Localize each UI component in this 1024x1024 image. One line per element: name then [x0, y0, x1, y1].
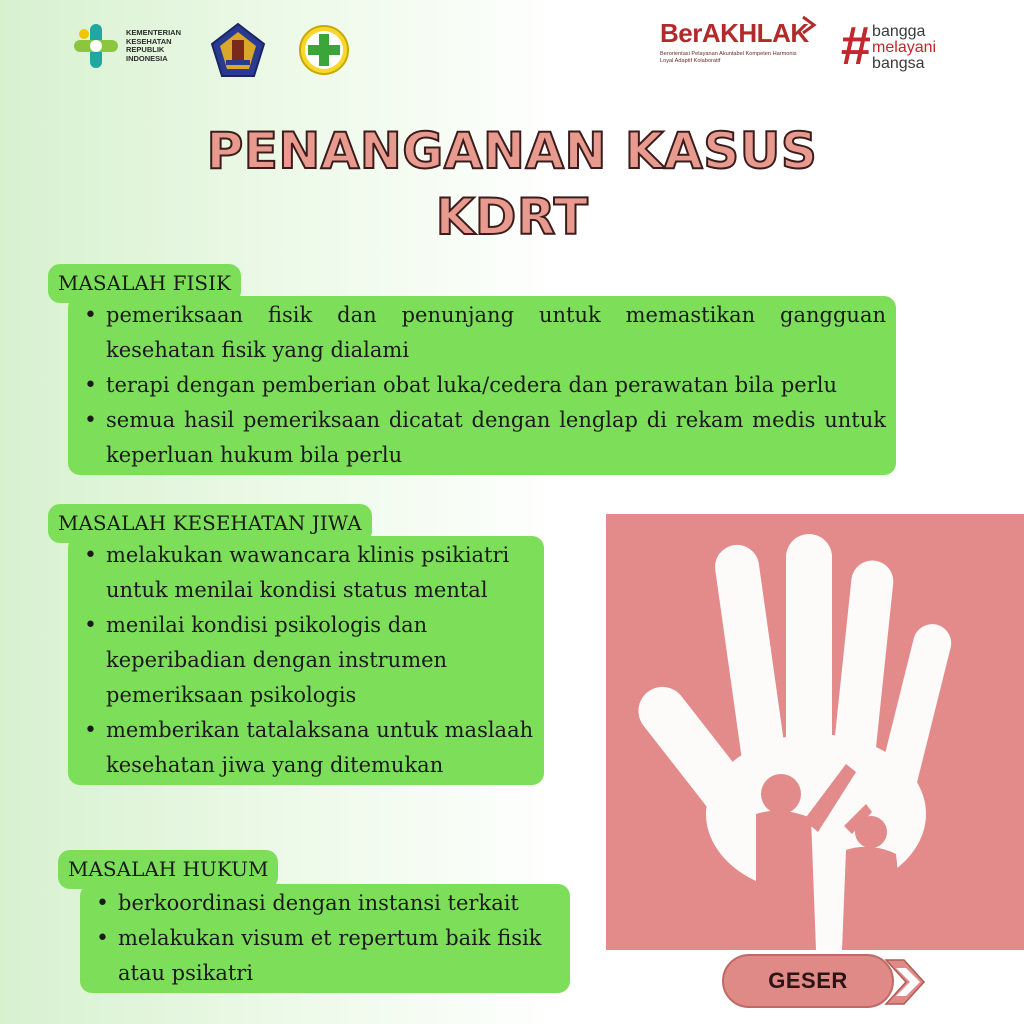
kemenkes-emblem-icon — [72, 22, 120, 70]
kemenkes-line-3: REPUBLIK — [126, 45, 165, 54]
section-list-jiwa — [68, 536, 544, 785]
section-heading-jiwa: MASALAH KESEHATAN JIWA — [48, 504, 372, 543]
bangga-word-1: bangga — [872, 23, 926, 40]
list-item: • berkoordinasi dengan instansi terkait — [90, 886, 560, 921]
section-list-fisik — [68, 296, 896, 475]
raised-hand-icon — [606, 514, 1024, 950]
kemenkes-line-2: KESEHATAN — [126, 36, 172, 46]
list-item: • semua hasil pemeriksaan dicatat dengan lenglap di rekam medis untuk keperluan hukum bila perlu — [78, 403, 886, 473]
berakhlak-logo — [660, 18, 810, 65]
list-item: • menilai kondisi psikologis dan keperibadian dengan instrumen pemeriksaan psikologis — [78, 608, 534, 713]
kemenkes-line-4: INDONESIA — [126, 53, 168, 63]
list-item: • melakukan visum et repertum baik fisik atau psikatri — [90, 921, 560, 991]
geser-button[interactable]: GESER — [722, 954, 894, 1008]
list-item: • pemeriksaan fisik dan penunjang untuk memastikan gangguan kesehatan fisik yang dialami — [78, 298, 886, 368]
hand-illustration — [606, 514, 1024, 950]
health-cross-emblem-icon — [298, 24, 350, 76]
section-heading-hukum: MASALAH HUKUM — [58, 850, 278, 889]
list-item: • melakukan wawancara klinis psikiatri untuk menilai kondisi status mental — [78, 538, 534, 608]
berakhlak-chevron-icon — [800, 14, 818, 36]
regional-emblem-icon — [210, 22, 266, 78]
page-title — [0, 118, 1024, 250]
list-item: • memberikan tatalaksana untuk maslaah kesehatan jiwa yang ditemukan — [78, 713, 534, 783]
kemenkes-logo — [72, 22, 196, 70]
section-list-hukum — [80, 884, 570, 993]
kemenkes-text — [126, 29, 196, 63]
list-item: • terapi dengan pemberian obat luka/cedera dan perawatan bila perlu — [78, 368, 886, 403]
hashtag-icon: # — [840, 16, 871, 76]
bangga-word-3: bangsa — [872, 55, 925, 72]
bangga-melayani-bangsa-logo — [840, 16, 937, 76]
title-line-2: KDRT — [435, 188, 589, 246]
kemenkes-line-1: KEMENTERIAN — [126, 28, 182, 37]
double-chevron-right-icon[interactable] — [880, 954, 936, 1010]
berakhlak-subtitle: Berorientasi Pelayanan Akuntabel Kompeten Harmonis Loyal Adaptif Kolaboratif — [660, 51, 797, 64]
section-heading-fisik: MASALAH FISIK — [48, 264, 241, 303]
bangga-word-2: melayani — [872, 39, 937, 56]
title-line-1: PENANGANAN KASUS — [206, 122, 818, 180]
berakhlak-title: BerAKHLAK — [660, 18, 809, 48]
